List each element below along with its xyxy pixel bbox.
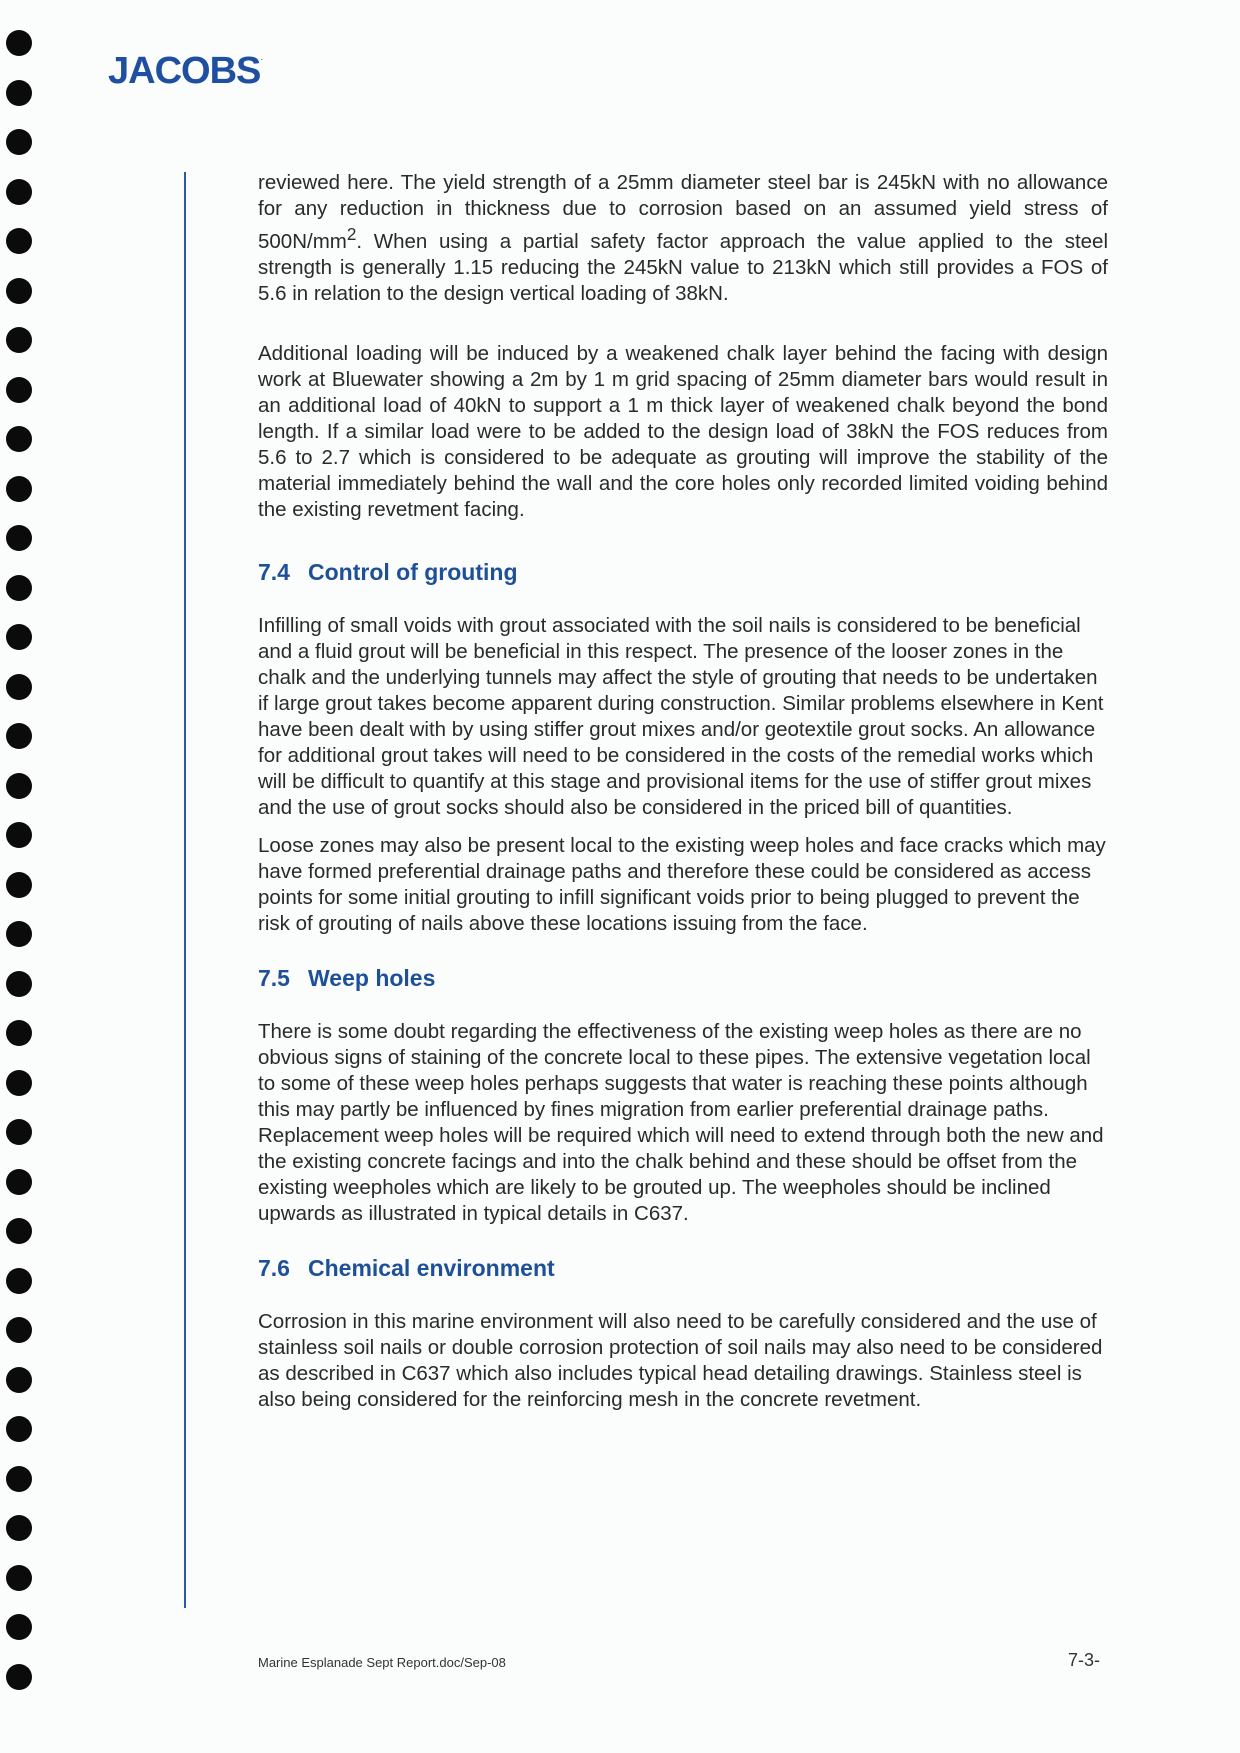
binder-hole-icon: [6, 80, 32, 106]
binder-hole-icon: [6, 1119, 32, 1145]
binder-hole-icon: [6, 525, 32, 551]
logo-text: JACOBS: [108, 50, 261, 92]
jacobs-logo: [108, 50, 262, 93]
superscript: 2: [346, 225, 357, 244]
binder-hole-icon: [6, 1614, 32, 1640]
binder-hole-icon: [6, 822, 32, 848]
section-number: 7.5: [258, 964, 290, 991]
binder-hole-icon: [6, 1416, 32, 1442]
binder-hole-icon: [6, 921, 32, 947]
binder-hole-icon: [6, 179, 32, 205]
binder-hole-icon: [6, 1070, 32, 1096]
binder-hole-icon: [6, 1515, 32, 1541]
binder-hole-icon: [6, 674, 32, 700]
binder-hole-icon: [6, 1268, 32, 1294]
binder-hole-icon: [6, 327, 32, 353]
binder-hole-icon: [6, 723, 32, 749]
section-number: 7.4: [258, 558, 290, 585]
binder-hole-icon: [6, 1169, 32, 1195]
paragraph-text: reviewed here. The yield strength of a 25mm diameter steel bar is 245kN with no allowance for any reduction in thickness due to corrosion based on an assumed yield stress of 500N/mm: [258, 171, 1108, 253]
paragraph-yield-strength: [258, 170, 1108, 307]
binder-hole-icon: [6, 1466, 32, 1492]
binder-hole-icon: [6, 872, 32, 898]
section-heading-7-4: [258, 557, 1108, 587]
binder-hole-icon: [6, 278, 32, 304]
binder-hole-icon: [6, 426, 32, 452]
section-title: Chemical environment: [308, 1254, 555, 1281]
binder-hole-icon: [6, 1565, 32, 1591]
paragraph-weep-holes: There is some doubt regarding the effectiveness of the existing weep holes as there are no obvious signs of staining of the concrete local to these pipes. The extensive vegetation local to some of these weep holes perhaps suggests that water is reaching these points although this may partly be influenced by fines migration from earlier preferential drainage paths. Replacement weep holes will be required which will need to extend through both the new and the existing concrete facings and into the chalk behind and these should be offset from the existing weepholes which are likely to be grouted up. The weepholes should be inclined upwards as illustrated in typical details in C637.: [258, 1019, 1104, 1225]
paragraph-chemical: Corrosion in this marine environment will also need to be carefully considered and the use of stainless soil nails or double corrosion protection of soil nails may also need to be considered as described in C637 which also includes typical head detailing drawings. Stainless steel is also being considered for the reinforcing mesh in the concrete revetment.: [258, 1309, 1103, 1411]
paragraph-text-cont: . When using a partial safety factor approach the value applied to the steel strength is generally 1.15 reducing the 245kN value to 213kN which still provides a FOS of 5.6 in relation to the design vertical loading of 38kN.: [258, 229, 1108, 305]
binder-holes: [6, 30, 36, 1730]
binder-hole-icon: [6, 971, 32, 997]
section-title: Control of grouting: [308, 558, 518, 585]
section-heading-7-6: [258, 1253, 1108, 1283]
body-content: [258, 170, 1108, 1413]
binder-hole-icon: [6, 575, 32, 601]
binder-hole-icon: [6, 1218, 32, 1244]
binder-hole-icon: [6, 1020, 32, 1046]
binder-hole-icon: [6, 228, 32, 254]
section-heading-7-5: [258, 963, 1108, 993]
footer-filename: Marine Esplanade Sept Report.doc/Sep-08: [258, 1655, 506, 1670]
binder-hole-icon: [6, 30, 32, 56]
binder-hole-icon: [6, 129, 32, 155]
logo-trademark: ·: [260, 54, 263, 64]
binder-hole-icon: [6, 1317, 32, 1343]
margin-rule: [184, 172, 186, 1608]
page-number: 7-3-: [1068, 1650, 1101, 1670]
paragraph-additional-loading: Additional loading will be induced by a weakened chalk layer behind the facing with design work at Bluewater showing a 2m by 1 m grid spacing of 25mm diameter bars would result in an additional load of 40kN to support a 1 m thick layer of weakened chalk beyond the bond length. If a similar load were to be added to the design load of 38kN the FOS reduces from 5.6 to 2.7 which is considered to be adequate as grouting will improve the stability of the material immediately behind the wall and the core holes only recorded limited voiding behind the existing revetment facing.: [258, 341, 1108, 521]
section-title: Weep holes: [308, 964, 436, 991]
binder-hole-icon: [6, 377, 32, 403]
paragraph-loose-zones: Loose zones may also be present local to the existing weep holes and face cracks which may have formed preferential drainage paths and therefore these could be considered as access points for some initial grouting to infill significant voids prior to being plugged to prevent the risk of grouting of nails above these locations issuing from the face.: [258, 833, 1106, 935]
paragraph-infilling: Infilling of small voids with grout associated with the soil nails is considered to be beneficial and a fluid grout will be beneficial in this respect. The presence of the looser zones in the chalk and the underlying tunnels may affect the style of grouting that needs to be undertaken if large grout takes become apparent during construction. Similar problems elsewhere in Kent have been dealt with by using stiffer grout mixes and/or geotextile grout socks. An allowance for additional grout takes will need to be considered in the costs of the remedial works which will be difficult to quantify at this stage and provisional items for the use of stiffer grout mixes and the use of grout socks should also be considered in the priced bill of quantities.: [258, 613, 1104, 819]
binder-hole-icon: [6, 773, 32, 799]
binder-hole-icon: [6, 1664, 32, 1690]
binder-hole-icon: [6, 624, 32, 650]
binder-hole-icon: [6, 1367, 32, 1393]
binder-hole-icon: [6, 476, 32, 502]
section-number: 7.6: [258, 1254, 290, 1281]
